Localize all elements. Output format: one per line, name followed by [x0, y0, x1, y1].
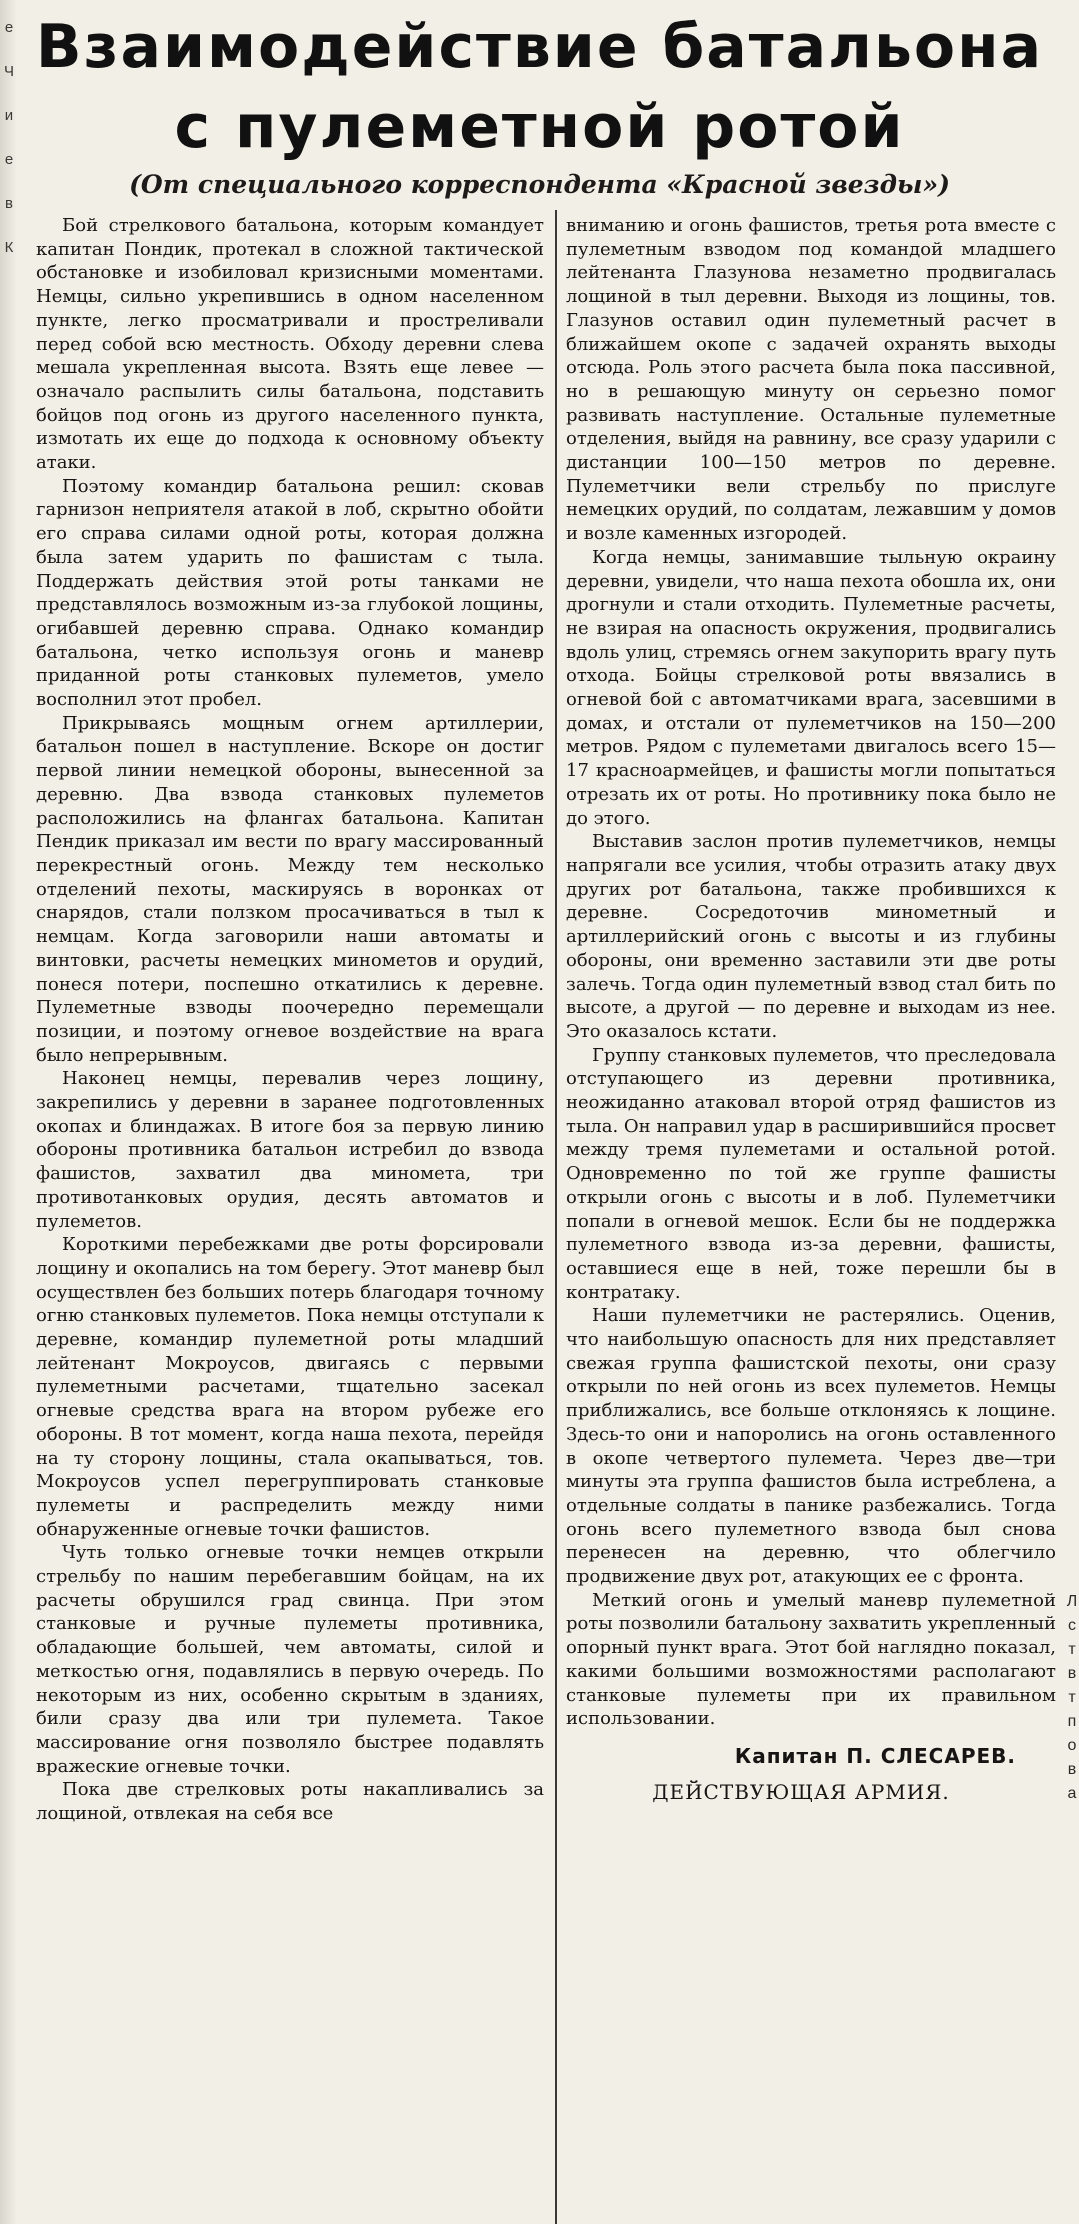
paragraph: Чуть только огневые точки немцев открыли стрельбу по нашим перебегавшим бойцам, на их расчеты обрушился град свинца. При этом станковые и ручные пулеметы противника, обладающие большей, чем автоматы, силой и меткостью огня, подавлялись в первую очередь. По некоторым из них, особенно скрытым в зданиях, били сразу два или три пулемета. Такое массирование огня позволяло быстрее подавлять вражеские огневые точки. [36, 1542, 544, 1777]
right-fragment: Л [1066, 1593, 1078, 1610]
paragraph: Прикрываясь мощным огнем артиллерии, батальон пошел в наступление. Вскоре он достиг первой линии немецкой обороны, вынесенной за деревню. Два взвода станковых пулеметов расположились на флангах батальона. Капитан Пендик приказал им вести по врагу массированный перекрестный огонь. Между тем несколько отделений пехоты, маскируясь в воронках от снарядов, стали ползком просачиваться в тыл к немцам. Когда заговорили наши автоматы и винтовки, расчеты немецких минометов и орудий, понеся потери, поспешно откатились к деревне. Пулеметные взводы поочередно перемещали позиции, и поэтому огневое воздействие на врага было непрерывным. [36, 712, 544, 1066]
right-fragment: в [1067, 1665, 1077, 1682]
paragraph: Меткий огонь и умелый маневр пулеметной роты позволили батальону захватить укрепленный опорный пункт врага. Этот бой наглядно показал, какими большими возможностями располагают станковые пулеметы при их правильном использовании. [566, 1589, 1056, 1730]
left-fragment: в [5, 195, 13, 212]
byline: (От специального корреспондента «Красной звезды») [129, 170, 950, 199]
right-fragment: в [1067, 1761, 1077, 1778]
left-fragment: е [4, 19, 14, 36]
headline-line-1: Взаимодействие батальона [35, 12, 1044, 82]
paragraph: Короткими перебежками две роты форсировали лощину и окопались на том берегу. Этот маневр был осуществлен без больших потерь благодаря точному огню станковых пулеметов. Пока немцы отступали к деревне, командир пулеметной роты младший лейтенант Мокроусов, двигаясь с первыми пулеметными расчетами, тщательно засекал огневые средства врага на втором рубеже его обороны. В тот момент, когда наша пехота, перейдя на ту сторону лощины, стала окапываться, тов. Мокроусов успел перегруппировать станковые пулеметы и распределить между ними обнаруженные огневые точки фашистов. [36, 1234, 544, 1540]
article-column-right [566, 214, 1056, 1804]
right-fragment: т [1068, 1689, 1076, 1706]
right-fragment: а [1067, 1785, 1077, 1802]
paragraph: Наши пулеметчики не растерялись. Оценив, что наибольшую опасность для них представляет свежая группа фашистской пехоты, они сразу открыли по ней огонь из всех пулеметов. Немцы приближались, все больше отклоняясь к лощине. Здесь-то они и напоролись на огонь оставленного в окопе четвертого пулемета. Через две—три минуты эта группа фашистов была истреблена, а отдельные солдаты в панике разбежались. Тогда огонь всего пулеметного взвода был снова перенесен на деревню, что облегчило продвижение двух рот, атакующих ее с фронта. [566, 1305, 1056, 1588]
paragraph-continued: вниманию и огонь фашистов, третья рота вместе с пулеметным взводом под командой младшего лейтенанта Глазунова незаметно продвигалась лощиной в тыл деревни. Выходя из лощины, тов. Глазунов оставил один пулеметный расчет в ближайшем окопе с задачей охранять выходы отсюда. Роль этого расчета была пока пассивной, но в решающую минуту он серьезно помог развивать наступление. Остальные пулеметные отделения, выйдя на равнину, все сразу ударили с дистанции 100—150 метров по деревне. Пулеметчики вели стрельбу по прислуге немецких орудий, по солдатам, лежавшим у домов и возле каменных изгородей. [566, 215, 1056, 545]
right-fragment: о [1067, 1737, 1077, 1754]
right-margin-fragments [1065, 1590, 1079, 1806]
paragraph: Когда немцы, занимавшие тыльную окраину деревни, увидели, что наша пехота обошла их, они дрогнули и стали отходить. Пулеметные расчеты, не взирая на опасность окружения, продвигались вдоль улиц, стремясь огнем закупорить врагу путь отхода. Бойцы стрелковой роты ввязались в огневой бой с автоматчиками врага, засевшими в домах, и отстали от пулеметчиков на 150—200 метров. Рядом с пулеметами двигалось всего 15—17 красноармейцев, и фашисты могли попытаться отрезать их от роты. Но противнику пока было не до этого. [566, 546, 1056, 829]
left-fragment: К [4, 239, 14, 256]
paragraph: Выставив заслон против пулеметчиков, немцы напрягали все усилия, чтобы отразить атаку двух других рот батальона, также пробившихся к деревне. Сосредоточив минометный и артиллерийский огонь с высоты и из глубины обороны, они временно заставили эти две роты залечь. Тогда один пулеметный взвод стал бить по высоте, а другой — по деревне и выходам из нее. Это оказалось кстати. [566, 831, 1056, 1042]
page-fold-shadow [0, 0, 16, 2224]
paragraph: Бой стрелкового батальона, которым командует капитан Пондик, протекал в сложной тактической обстановке и изобиловал кризисными моментами. Немцы, сильно укрепившись в одном населенном пункте, легко просматривали и простреливали перед собой всю местность. Обходу деревни слева мешала укрепленная высота. Взять еще левее — означало распылить силы батальона, подставить бойцов под огонь из другого населенного пункта, измотать их еще до подхода к основному объекту атаки. [36, 215, 544, 474]
paragraph: Наконец немцы, перевалив через лощину, закрепились у деревни в заранее подготовленных окопах и блиндажах. В итоге боя за первую линию обороны противника батальон истребил до взвода фашистов, захватил два миномета, три противотанковых орудия, десять автоматов и пулеметов. [36, 1068, 544, 1232]
left-fragment: и [4, 107, 14, 124]
headline-line-2: с пулеметной ротой [174, 92, 905, 162]
dateline: ДЕЙСТВУЮЩАЯ АРМИЯ. [652, 1779, 950, 1804]
left-fragment: е [4, 151, 14, 168]
paragraph: Группу станковых пулеметов, что преследовала отступающего из деревни противника, неожиданно атаковал второй отряд фашистов из тыла. Он направил удар в расширившийся просвет между тремя пулеметами и остальной ротой. Одновременно по той же группе фашисты открыли огонь с высоты и в лоб. Пулеметчики попали в огневой мешок. Если бы не поддержка пулеметного взвода из-за деревни, фашисты, оставшиеся еще в ней, тоже перешли бы в контратаку. [566, 1044, 1056, 1303]
right-fragment: п [1067, 1713, 1077, 1730]
paragraph: Поэтому командир батальона решил: сковав гарнизон неприятеля атакой в лоб, скрытно обойти его справа силами одной роты, которая должна была затем ударить по фашистам с тыла. Поддержать действия этой роты танками не представлялось возможным из-за глубокой лощины, огибавшей деревню справа. Однако командир батальона, четко используя огонь и маневр приданной роты станковых пулеметов, умело восполнил этот пробел. [36, 475, 544, 711]
right-fragment: с [1068, 1617, 1076, 1634]
column-divider [555, 210, 557, 2224]
left-fragment: Ч [4, 63, 14, 80]
article-column-left [36, 214, 544, 1826]
author-signature: Капитан П. СЛЕСАРЕВ. [734, 1744, 1016, 1768]
right-fragment: т [1068, 1641, 1076, 1658]
paragraph: Пока две стрелковых роты накапливались за лощиной, отвлекая на себя все [36, 1779, 544, 1825]
